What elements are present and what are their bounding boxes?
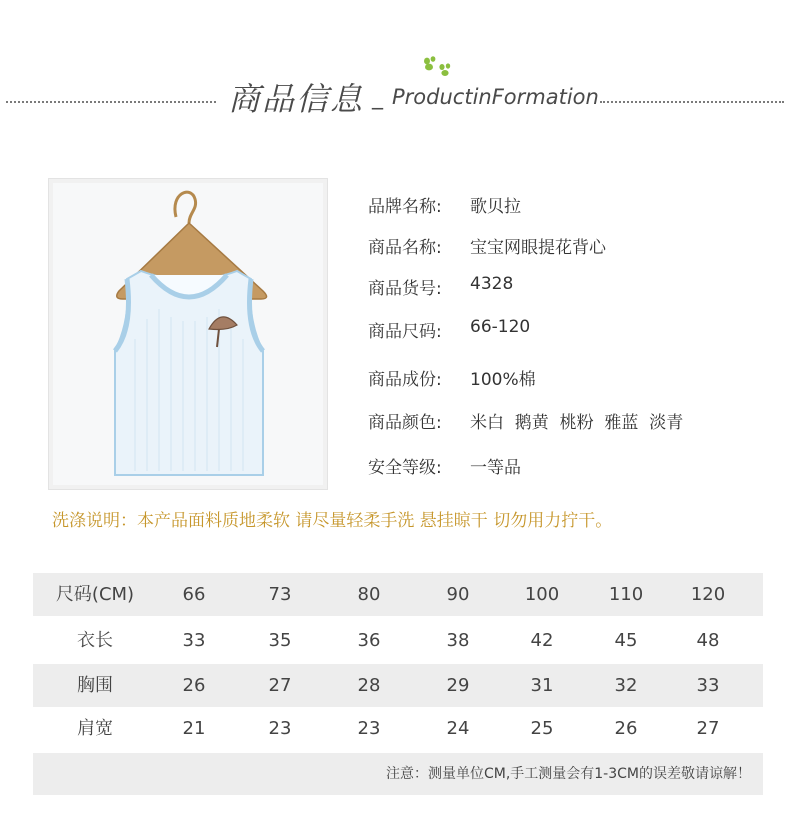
table-cell: 25 [530, 718, 554, 739]
info-label: 商品成份: [368, 370, 442, 390]
table-header-cell: 66 [182, 584, 206, 605]
section-title [0, 60, 790, 120]
table-cell: 27 [696, 718, 720, 739]
table-cell: 29 [446, 675, 470, 696]
table-cell: 31 [530, 675, 554, 696]
table-cell: 26 [182, 675, 206, 696]
table-header-cell: 73 [268, 584, 292, 605]
title-separator: _ [372, 85, 383, 110]
table-header-cell: 110 [608, 584, 644, 605]
table-cell: 21 [182, 718, 206, 739]
wash-instructions: 洗涤说明：本产品面料质地柔软 请尽量轻柔手洗 悬挂晾干 切勿用力拧干。 [52, 511, 613, 531]
info-label: 商品名称: [368, 238, 442, 258]
paw-icon [420, 55, 454, 83]
table-row [33, 619, 763, 662]
table-row [33, 707, 763, 750]
table-cell: 23 [268, 718, 292, 739]
info-label: 商品颜色: [368, 413, 442, 433]
table-cell: 27 [268, 675, 292, 696]
table-header-cell: 120 [690, 584, 726, 605]
table-cell: 42 [530, 630, 554, 651]
table-cell: 48 [696, 630, 720, 651]
info-value: 66-120 [470, 317, 531, 337]
table-cell: 35 [268, 630, 292, 651]
table-header-cell: 80 [357, 584, 381, 605]
info-label: 品牌名称: [368, 197, 442, 217]
info-label: 安全等级: [368, 458, 442, 478]
table-cell: 28 [357, 675, 381, 696]
table-cell: 36 [357, 630, 381, 651]
table-cell: 33 [696, 675, 720, 696]
table-header-cell: 尺码(CM) [55, 584, 135, 605]
table-cell: 23 [357, 718, 381, 739]
table-row-label: 肩宽 [77, 718, 113, 739]
table-cell: 33 [182, 630, 206, 651]
table-cell: 38 [446, 630, 470, 651]
vest-illustration [49, 179, 327, 489]
info-label: 商品货号: [368, 279, 442, 299]
table-cell: 32 [614, 675, 638, 696]
table-header-cell: 100 [524, 584, 560, 605]
table-cell: 26 [614, 718, 638, 739]
info-label: 商品尺码: [368, 322, 442, 342]
dotted-divider-right [600, 101, 784, 103]
info-value: 100%棉 [470, 370, 536, 390]
title-chinese: 商品信息 [228, 80, 365, 118]
info-value: 歌贝拉 [470, 197, 521, 217]
table-header-row [33, 573, 763, 616]
table-cell: 45 [614, 630, 638, 651]
title-english: ProductinFormation [392, 85, 599, 109]
product-image [48, 178, 328, 490]
table-cell: 24 [446, 718, 470, 739]
info-value: 一等品 [470, 458, 521, 478]
table-header-cell: 90 [446, 584, 470, 605]
table-row-label: 胸围 [77, 675, 113, 696]
info-value: 4328 [470, 274, 514, 294]
info-value: 米白 鹅黄 桃粉 雅蓝 淡青 [470, 413, 684, 433]
measurement-note: 注意：测量单位CM,手工测量会有1-3CM的误差敬请谅解！ [385, 766, 751, 782]
table-row-label: 衣长 [77, 630, 113, 651]
info-value: 宝宝网眼提花背心 [470, 238, 606, 258]
table-row [33, 664, 763, 707]
table-note [33, 753, 763, 795]
dotted-divider-left [6, 101, 216, 103]
